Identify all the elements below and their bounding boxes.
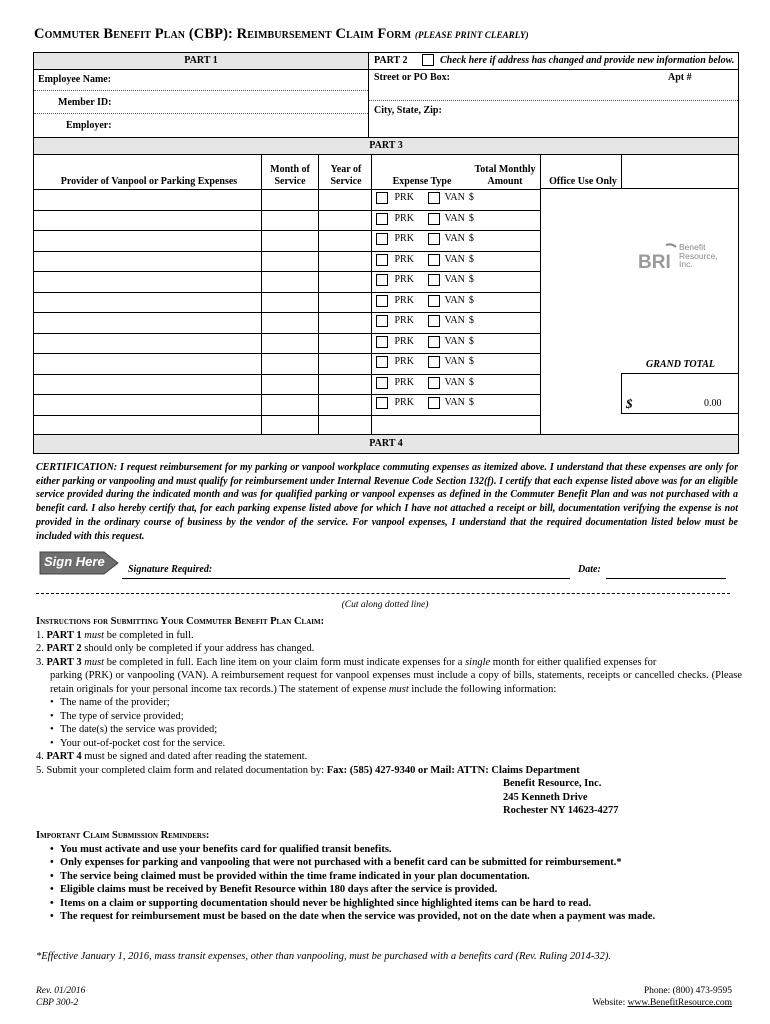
- van-label: VAN: [444, 294, 465, 306]
- reminder-item: • The request for reimbursement must be based on the date when the service was provided, not on the date when a payment was made.: [50, 910, 746, 924]
- prk-label: PRK: [394, 192, 414, 204]
- instruction-1-part: PART 1: [46, 629, 82, 641]
- prk-checkbox[interactable]: [376, 192, 388, 204]
- row-divider: [34, 189, 621, 190]
- instruction-3-part: PART 3: [46, 656, 82, 668]
- grand-total-label: GRAND TOTAL: [646, 359, 715, 370]
- prk-checkbox[interactable]: [376, 356, 388, 368]
- street-field[interactable]: [369, 100, 738, 101]
- expense-row: [376, 397, 536, 409]
- prk-label: PRK: [394, 233, 414, 245]
- divider: [621, 373, 622, 413]
- divider: [621, 373, 738, 374]
- employee-name-field[interactable]: [34, 90, 368, 91]
- expense-row: [376, 233, 536, 245]
- date-field[interactable]: [606, 578, 726, 579]
- footer-website-label: Website:: [592, 998, 626, 1008]
- address-line-2: 245 Kenneth Drive: [503, 791, 588, 803]
- col-total: Total Monthly Amount: [474, 164, 536, 187]
- prk-label: PRK: [394, 397, 414, 409]
- signature-label: Signature Required:: [128, 564, 213, 575]
- sign-here-badge: [38, 549, 120, 577]
- city-label: City, State, Zip:: [374, 105, 442, 116]
- col-year: Year of Service: [330, 164, 362, 187]
- row-divider: [34, 271, 621, 272]
- instructions: [36, 615, 742, 818]
- instruction-4-num: 4.: [36, 751, 44, 762]
- van-checkbox[interactable]: [428, 315, 440, 327]
- instructions-title: Instructions for Submitting Your Commuter Benefit Plan Claim:: [36, 616, 325, 627]
- amount-dollar: $: [468, 274, 474, 286]
- prk-label: PRK: [394, 294, 414, 306]
- van-label: VAN: [444, 192, 465, 204]
- instruction-3-must-2: must: [388, 683, 409, 695]
- prk-label: PRK: [394, 274, 414, 286]
- employee-name-label: Employee Name:: [38, 74, 112, 85]
- instruction-3-text-4: checks. (Please retain originals for your personal income tax records.) The statement of expense: [50, 670, 743, 695]
- instruction-3-num: 3.: [36, 656, 44, 668]
- footer-contact: [540, 985, 732, 1009]
- van-checkbox[interactable]: [428, 213, 440, 225]
- signature-field[interactable]: [122, 578, 570, 579]
- amount-dollar: $: [468, 335, 474, 347]
- instruction-3-single: single: [465, 656, 491, 668]
- sign-here-label: Sign Here: [44, 554, 105, 569]
- member-id-label: Member ID:: [58, 97, 112, 108]
- van-label: VAN: [444, 376, 465, 388]
- address-line-3: Rochester NY 14623-4277: [503, 805, 619, 816]
- instruction-5: [36, 764, 742, 778]
- van-label: VAN: [444, 335, 465, 347]
- form-title-main: Commuter Benefit Plan (CBP): Reimbursement Claim Form: [34, 26, 412, 42]
- van-checkbox[interactable]: [428, 254, 440, 266]
- prk-label: PRK: [394, 376, 414, 388]
- instruction-3-text-2: month for either qualified expenses for: [492, 656, 657, 668]
- row-divider: [34, 415, 621, 416]
- instruction-3-text-5: include the following information:: [411, 683, 557, 695]
- amount-dollar: $: [468, 192, 474, 204]
- van-checkbox[interactable]: [428, 295, 440, 307]
- member-id-field[interactable]: [34, 113, 368, 114]
- grand-total-value[interactable]: 0.00: [704, 398, 722, 409]
- prk-checkbox[interactable]: [376, 274, 388, 286]
- expense-row: [376, 295, 536, 307]
- row-divider: [34, 353, 621, 354]
- instruction-2: [36, 642, 742, 656]
- divider: [621, 155, 622, 192]
- expense-row: [376, 377, 536, 389]
- part2-header: PART 2: [374, 55, 408, 66]
- row-divider: [34, 394, 621, 395]
- instruction-bullet: • The type of service provided;: [50, 710, 742, 724]
- divider: [34, 69, 738, 70]
- prk-checkbox[interactable]: [376, 213, 388, 225]
- instruction-bullet: • The name of the provider;: [50, 696, 742, 710]
- prk-label: PRK: [394, 212, 414, 224]
- footer-website-link[interactable]: www.BenefitResource.com: [627, 998, 732, 1008]
- date-label: Date:: [578, 564, 601, 575]
- prk-checkbox[interactable]: [376, 233, 388, 245]
- van-checkbox[interactable]: [428, 233, 440, 245]
- instruction-3-text-3: parking (PRK) or vanpooling (VAN). A reimbursement request for vanpool expenses must include a copy of bills, statements, receipts or cancelled: [50, 670, 675, 681]
- reminder-item: • You must activate and use your benefits card for qualified transit benefits.: [50, 843, 746, 857]
- instruction-bullet: • Your out-of-pocket cost for the service.: [50, 737, 742, 751]
- instruction-3-text: be completed in full. Each line item on your claim form must indicate expenses for a: [106, 656, 463, 668]
- reminder-item: • Items on a claim or supporting documentation should never be highlighted since highlighted items can be hard to read.: [50, 897, 746, 911]
- amount-dollar: $: [468, 397, 474, 409]
- amount-dollar: $: [468, 315, 474, 327]
- mail-address: [36, 777, 742, 818]
- certification-text: CERTIFICATION: I request reimbursement for my parking or vanpool workplace commuting expenses as itemized above. I understand that these expenses are only for either parking or vanpooling and must qualify for reimbursement under Internal Revenue Code Section 132(f). I certify that each expense listed above was for an eligible service provided during the indicated month and was for qualified parking or vanpool expenses as defined in the Commuter Benefit Plan and was not purchased with a benefit card. I also hereby certify that, for each parking expense listed above for which I have not attached a receipt or bill, documentation verifying the expense is not provided in the ordinary course of business by the vendor of the service. For vanpool expenses, I understand that the required documentation listed below must be included with this request.: [36, 462, 738, 542]
- instruction-5-text: Submit your completed claim form and related documentation by:: [46, 764, 325, 776]
- part3-header: PART 3: [369, 140, 403, 151]
- prk-label: PRK: [394, 315, 414, 327]
- reminder-item: • The service being claimed must be provided within the time frame indicated in your plan documentation.: [50, 870, 746, 884]
- col-office: Office Use Only: [549, 176, 617, 187]
- form-title: [34, 26, 529, 43]
- instruction-3-bullets: [36, 696, 742, 750]
- expense-row: [376, 192, 536, 204]
- row-divider: [34, 210, 621, 211]
- grand-total-dollar: $: [626, 396, 633, 411]
- instruction-5-num: 5.: [36, 764, 44, 776]
- divider: [34, 154, 738, 155]
- van-label: VAN: [444, 356, 465, 368]
- van-label: VAN: [444, 274, 465, 286]
- row-divider: [34, 251, 621, 252]
- employer-label: Employer:: [66, 120, 112, 131]
- van-checkbox[interactable]: [428, 274, 440, 286]
- prk-label: PRK: [394, 253, 414, 265]
- instruction-2-num: 2.: [36, 643, 44, 654]
- col-expense-type: Expense Type: [392, 176, 452, 187]
- reminders: [36, 829, 746, 924]
- bri-logo-mark: BRI: [638, 252, 671, 271]
- expense-row: [376, 336, 536, 348]
- footer-code: CBP 300-2: [36, 998, 79, 1008]
- footnote: *Effective January 1, 2016, mass transit expenses, other than vanpooling, must be purchased with a benefits card (Rev. Ruling 2014-32).: [36, 951, 611, 962]
- reminder-item: • Eligible claims must be received by Benefit Resource within 180 days after the service is provided.: [50, 883, 746, 897]
- instruction-3-cont: [36, 669, 742, 696]
- van-label: VAN: [444, 315, 465, 327]
- bri-logo-mark-icon: [638, 243, 678, 271]
- row-divider: [34, 292, 621, 293]
- prk-checkbox[interactable]: [376, 377, 388, 389]
- van-checkbox[interactable]: [428, 192, 440, 204]
- van-label: VAN: [444, 253, 465, 265]
- row-divider: [34, 230, 621, 231]
- bri-logo: [638, 243, 728, 277]
- prk-checkbox[interactable]: [376, 295, 388, 307]
- instruction-4-text: must be signed and dated after reading the statement.: [84, 751, 308, 762]
- divider: [261, 155, 262, 434]
- apt-label: Apt #: [668, 72, 692, 83]
- divider: [368, 53, 369, 137]
- divider: [621, 413, 738, 414]
- instruction-1-num: 1.: [36, 629, 44, 641]
- instruction-3-must: must: [84, 656, 105, 668]
- van-label: VAN: [444, 233, 465, 245]
- prk-checkbox[interactable]: [376, 254, 388, 266]
- amount-dollar: $: [468, 212, 474, 224]
- instruction-5-fax: Fax: (585) 427-9340 or Mail: ATTN: Claims Department: [326, 764, 580, 776]
- instruction-2-text: should only be completed if your address has changed.: [84, 643, 315, 654]
- footer-rev: [36, 985, 85, 1009]
- bri-logo-line3: Inc.: [679, 259, 693, 269]
- row-divider: [34, 374, 621, 375]
- cut-line: [36, 593, 730, 594]
- van-checkbox[interactable]: [428, 356, 440, 368]
- prk-checkbox[interactable]: [376, 315, 388, 327]
- footer-website-line: [540, 997, 732, 1009]
- instruction-4-part: PART 4: [46, 751, 82, 762]
- col-provider: Provider of Vanpool or Parking Expenses: [60, 176, 238, 187]
- part4-header: PART 4: [369, 438, 403, 449]
- row-divider: [34, 333, 621, 334]
- footer-phone: Phone: (800) 473-9595: [643, 986, 732, 996]
- street-label: Street or PO Box:: [374, 72, 451, 83]
- van-checkbox[interactable]: [428, 377, 440, 389]
- expense-row: [376, 315, 536, 327]
- address-changed-checkbox[interactable]: [422, 54, 434, 66]
- expense-row: [376, 213, 536, 225]
- address-changed-label: Check here if address has changed and provide new information below.: [440, 55, 735, 66]
- prk-label: PRK: [394, 335, 414, 347]
- divider: [371, 155, 372, 434]
- cut-label: (Cut along dotted line): [341, 600, 429, 610]
- instruction-bullet: • The date(s) the service was provided;: [50, 723, 742, 737]
- address-line-1: Benefit Resource, Inc.: [503, 778, 602, 789]
- van-checkbox[interactable]: [428, 336, 440, 348]
- reminder-item: • Only expenses for parking and vanpooling that were not purchased with a benefit card can be submitted for reimbursement.*: [50, 856, 746, 870]
- amount-dollar: $: [468, 233, 474, 245]
- amount-dollar: $: [468, 294, 474, 306]
- reminders-title: Important Claim Submission Reminders:: [36, 830, 210, 841]
- part1-header: PART 1: [184, 55, 218, 66]
- expense-row: [376, 254, 536, 266]
- prk-label: PRK: [394, 356, 414, 368]
- row-divider: [34, 312, 621, 313]
- col-month: Month of Service: [270, 164, 310, 187]
- van-checkbox[interactable]: [428, 397, 440, 409]
- van-label: VAN: [444, 397, 465, 409]
- bri-logo-line1: Benefit: [679, 242, 706, 252]
- bri-logo-line2: Resource,: [679, 250, 718, 261]
- divider: [540, 188, 738, 189]
- expense-row: [376, 274, 536, 286]
- instruction-4: [36, 750, 742, 764]
- divider: [318, 155, 319, 434]
- prk-checkbox[interactable]: [376, 336, 388, 348]
- van-label: VAN: [444, 212, 465, 224]
- instruction-3: [36, 656, 742, 670]
- instruction-2-part: PART 2: [46, 643, 82, 654]
- instruction-1: [36, 629, 742, 643]
- expense-row: [376, 356, 536, 368]
- prk-checkbox[interactable]: [376, 397, 388, 409]
- form-title-note: (PLEASE PRINT CLEARLY): [414, 30, 529, 40]
- reminders-list: [36, 843, 746, 924]
- amount-dollar: $: [468, 376, 474, 388]
- amount-dollar: $: [468, 356, 474, 368]
- amount-dollar: $: [468, 253, 474, 265]
- instruction-1-text: be completed in full.: [106, 629, 194, 641]
- footer-rev-date: Rev. 01/2016: [36, 986, 86, 996]
- instruction-1-must: must: [84, 629, 105, 641]
